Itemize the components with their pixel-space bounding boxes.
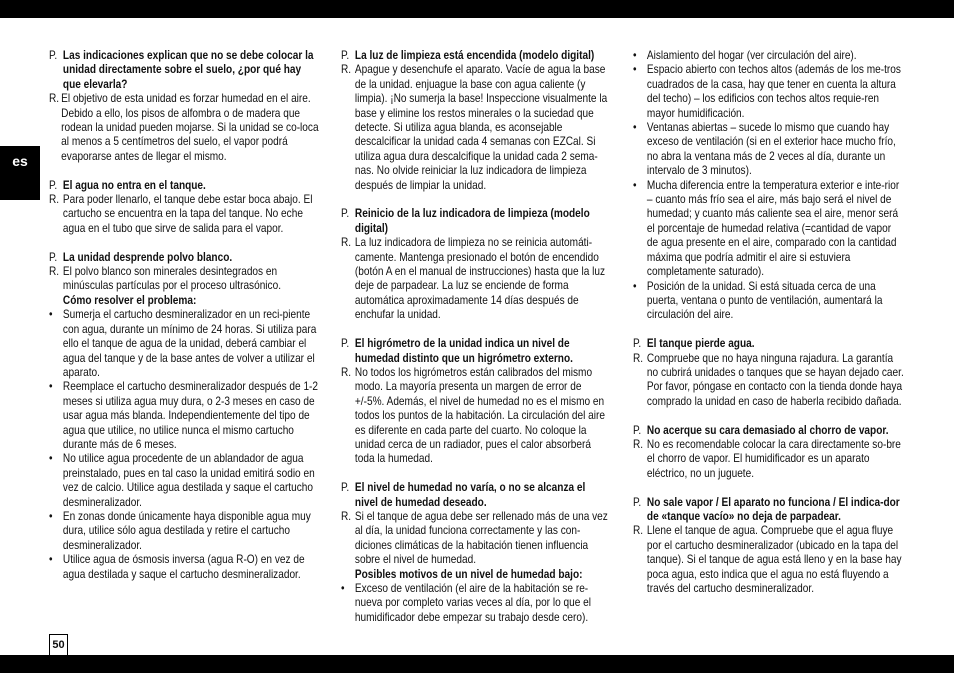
answer [49, 265, 320, 294]
question [341, 49, 611, 63]
a-marker: R. [341, 236, 352, 250]
answer [633, 352, 904, 410]
a-marker: R. [341, 365, 352, 379]
page-number-label: 50 [52, 639, 65, 651]
a-marker: R. [633, 437, 644, 451]
a-marker: R. [341, 509, 352, 523]
question [341, 207, 611, 236]
answer-text: La luz indicadora de limpieza no se reinicia automáti-camente. Mantenga presionado el botón de encendido (botón A en el manual de instrucciones) hasta que la luz deje de parpadear. La luz se enciende de forma automática aproximadamente 14 días después de enchufar la unidad. [354, 236, 606, 322]
question-text: La unidad desprende polvo blanco. [62, 250, 233, 264]
bullet-icon: • [633, 121, 637, 135]
q-marker: P. [633, 495, 642, 509]
answer [341, 510, 611, 568]
list-item-text: Aislamiento del hogar (ver circulación del aire). [646, 49, 857, 62]
bullet-icon: • [49, 452, 53, 466]
list-item-text: Espacio abierto con techos altos (además de los me-tros cuadrados de la casa, hay que tener en cuenta la altura del techo) – los edificios con techos altos requie-ren mayor humidificación. [646, 63, 901, 120]
list-item [49, 452, 320, 510]
answer [633, 438, 904, 481]
a-marker: R. [341, 63, 352, 77]
a-marker: R. [633, 524, 644, 538]
answer-text: No todos los higrómetros están calibrados del mismo modo. La mayoría presenta un margen de error de +/-5%. Además, el nivel de humedad no es el mismo en todos los puntos de la habitación. La circulación del aire es diferente en cada parte del cuarto. No coloque la unidad cerca de un radiador, pues el calor absorberá toda la humedad. [354, 365, 606, 466]
question [49, 49, 320, 92]
question-text: La luz de limpieza está encendida (modelo digital) [354, 49, 595, 62]
language-label: es [12, 153, 28, 169]
list-item [49, 380, 320, 452]
answer [341, 236, 611, 322]
list-item-text: Posición de la unidad. Si está situada cerca de una puerta, ventana o punto de ventilación, aumentará la circulación del aire. [646, 279, 883, 322]
question-text: El higrómetro de la unidad indica un nivel de humedad distinto que un higrómetro externo. [354, 337, 573, 365]
question [633, 424, 904, 438]
question-text: No sale vapor / El aparato no funciona / El indica-dor de «tanque vacío» no deja de parpadear. [646, 495, 900, 523]
bullet-icon: • [49, 308, 53, 322]
answer-text: Apague y desenchufe el aparato. Vacíe de agua la base de la unidad. enjuague la base con agua caliente (y limpia). ¡No sumerja la base! Inspeccione visualmente la base y elimine los restos minerales o la suciedad que detecte. Si utiliza agua blanda, es aconsejable descalcificar la unidad cada 4 semanas con EZCal. Si utiliza agua dura descalcifique la unidad cada 2 sema-nas. No olvide reiniciar la luz indicadora de limpieza después de limpiar la unidad. [354, 63, 608, 192]
question-text: El tanque pierde agua. [646, 337, 755, 351]
answer [341, 63, 611, 193]
q-marker: P. [633, 423, 642, 437]
q-marker: P. [49, 178, 58, 192]
question-text: No acerque su cara demasiado al chorro de vapor. [646, 423, 889, 437]
answer-text: Compruebe que no haya ninguna rajadura. La garantía no cubrirá unidades o tanques que se hayan dejado caer. Por favor, póngase en contacto con la tienda donde haya comprado la unidad en caso de haberla recibido dañada. [646, 351, 904, 408]
bullet-icon: • [49, 509, 53, 523]
question-text: Reinicio de la luz indicadora de limpieza (modelo digital) [354, 207, 590, 235]
q-marker: P. [341, 337, 350, 351]
question [49, 179, 320, 193]
q-marker: P. [341, 481, 350, 495]
question [341, 481, 611, 510]
column-1 [49, 49, 320, 582]
answer [49, 92, 320, 164]
q-marker: P. [49, 250, 58, 264]
question-text: El nivel de humedad no varía, o no se alcanza el nivel de humedad deseado. [354, 481, 586, 509]
question [633, 337, 904, 351]
list-item-text: En zonas donde únicamente haya disponible agua muy dura, utilice sólo agua destilada y retire el cartucho desmineralizador. [62, 509, 311, 552]
list-item [633, 63, 904, 121]
q-marker: P. [49, 49, 58, 62]
answer-text: Llene el tanque de agua. Compruebe que el agua fluye por el cartucho desmineralizador (ubicado en la tapa del tanque). Si el tanque de agua está lleno y en la base hay poca agua, esto indica que el agua no está fluyendo a través del cartucho desmineralizador. [646, 524, 902, 595]
list-item [341, 582, 611, 625]
bullet-icon: • [49, 380, 53, 394]
list-item [633, 121, 904, 179]
q-marker: P. [341, 207, 350, 221]
list-item [49, 308, 320, 380]
answer-text: Para poder llenarlo, el tanque debe estar boca abajo. El cartucho se encuentra en la tapa del tanque. No eche agua en el tubo que sirve de salida para el vapor. [62, 193, 313, 235]
page-number [49, 634, 68, 655]
list-item-text: Utilice agua de ósmosis inversa (agua R-O) en vez de agua destilada y saque el cartucho desmineralizador. [62, 553, 305, 581]
answer [633, 524, 904, 596]
q-marker: P. [341, 49, 350, 62]
column-2 [341, 49, 611, 625]
a-marker: R. [633, 351, 644, 365]
q-marker: P. [633, 337, 642, 351]
answer-text: Si el tanque de agua debe ser rellenado más de una vez al día, la unidad funciona correctamente y las con-diciones climáticas de la habitación tienen influencia sobre el nivel de humedad. [354, 509, 608, 567]
bottom-bar [0, 655, 954, 673]
answer-text: No es recomendable colocar la cara directamente so-bre el chorro de vapor. El humidificador es un aparato eléctrico, no un juguete. [646, 437, 901, 480]
list-item-text: Mucha diferencia entre la temperatura exterior e inte-rior – cuanto más frío sea el aire, más bajo será el nivel de humedad; y cuanto más caliente sea el aire, menor será el porcentaje de humedad relativa (=cantidad de vapor de agua presente en el aire, comparado con la cantidad máxima que podría admitir el aire si estuviera completamente saturado). [646, 178, 900, 279]
top-bar [0, 0, 954, 18]
question [633, 496, 904, 525]
bullet-icon: • [341, 581, 345, 595]
list-item [49, 553, 320, 582]
a-marker: R. [49, 265, 60, 279]
list-item [633, 280, 904, 323]
list-item-text: Exceso de ventilación (el aire de la habitación se re-nueva por completo varias veces al día, por lo que el humidificador debe empezar su trabajo desde cero). [354, 581, 591, 624]
bullet-icon: • [633, 49, 637, 62]
question [49, 251, 320, 265]
list-item-text: Sumerja el cartucho desmineralizador en un reci-piente con agua, durante un mínimo de 24 horas. Si utiliza para ello el tanque de agua de la unidad, deberá cambiar el agua del tanque y de la base antes de volver a utilizar el aparato. [62, 308, 317, 379]
column-3 [633, 49, 904, 596]
a-marker: R. [49, 193, 60, 207]
bullet-icon: • [633, 178, 637, 192]
list-item-text: Reemplace el cartucho desmineralizador después de 1-2 meses si utiliza agua muy dura, o 2-3 meses en caso de usar agua más blanda. Independientemente del tipo de agua que utilice, no utilice nunca el mismo cartucho durante más de 6 meses. [62, 380, 319, 451]
bullet-icon: • [633, 63, 637, 77]
bullet-icon: • [633, 279, 637, 293]
a-marker: R. [49, 92, 60, 106]
bullet-icon: • [49, 553, 53, 567]
question-text: El agua no entra en el tanque. [62, 178, 206, 192]
list-item-text: Ventanas abiertas – sucede lo mismo que cuando hay exceso de ventilación (si en el exterior hace mucho frío, no abra la ventana más de 2 veces al día, durante un intervalo de 3 minutos). [646, 121, 896, 178]
answer [49, 193, 320, 236]
language-tab [0, 146, 40, 200]
subheading: Posibles motivos de un nivel de humedad bajo: [354, 567, 583, 581]
list-item [49, 510, 320, 553]
list-item [633, 49, 904, 63]
question-text: Las indicaciones explican que no se debe colocar la unidad directamente sobre el suelo, ¿por qué hay que elevarla? [62, 49, 314, 91]
list-item [633, 179, 904, 280]
subheading: Cómo resolver el problema: [62, 293, 197, 307]
answer [341, 366, 611, 467]
answer-text: El objetivo de esta unidad es forzar humedad en el aire. Debido a ello, los pisos de alfombra o de madera que rodean la unidad pueden mojarse. Si la unidad se co-loca al menos a 5 centímetros del suelo, el vapor podrá evaporarse antes de llegar el mismo. [61, 92, 319, 163]
list-item-text: No utilice agua procedente de un ablandador de agua preinstalado, pues en tal caso la unidad emitirá sodio en vez de calcio. Utilice agua destilada y saque el cartucho desmineralizador. [62, 452, 315, 509]
question [341, 337, 611, 366]
answer-text: El polvo blanco son minerales desintegrados en minúsculas partículas por el proceso ultrasónico. [62, 265, 282, 293]
